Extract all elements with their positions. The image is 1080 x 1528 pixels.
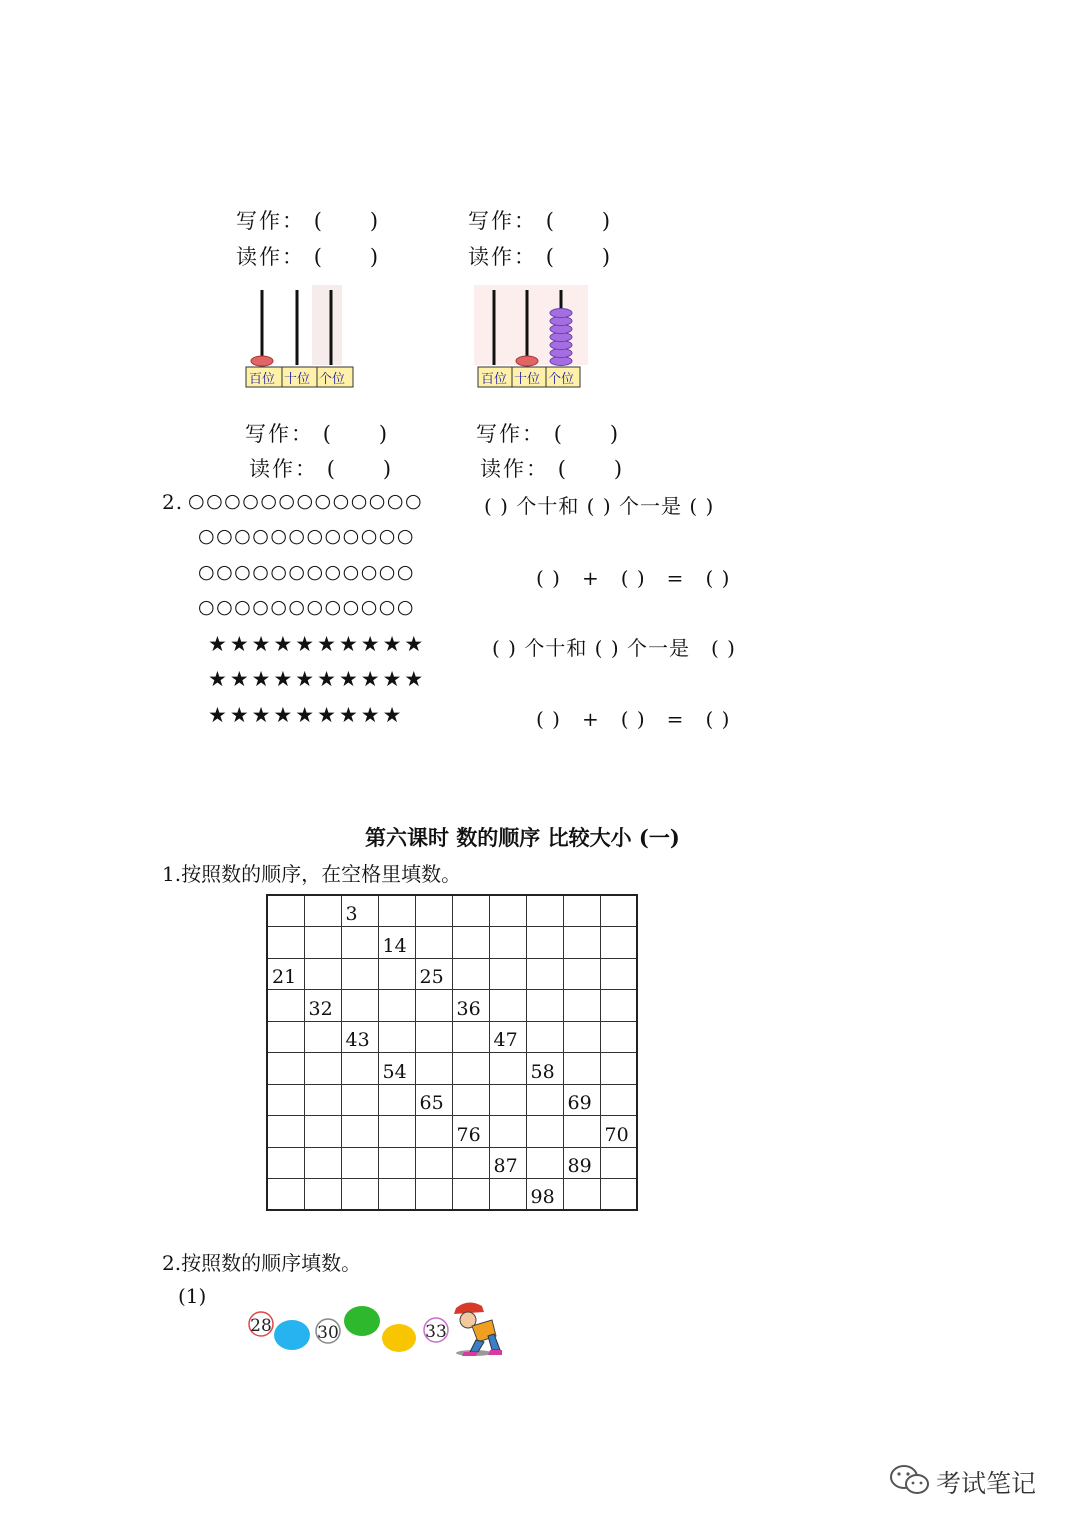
sequence-number: 30 <box>317 1323 339 1343</box>
watermark-text: 考试笔记 <box>936 1470 1037 1498</box>
equation-prompt: ( ) + ( ) = ( ) <box>536 707 731 731</box>
grid-blank-cell[interactable] <box>341 1053 378 1085</box>
grid-blank-cell[interactable] <box>600 958 637 990</box>
star-row: ★★★★★★★★★★ <box>208 667 427 691</box>
cartoon-boy <box>454 1302 502 1356</box>
grid-blank-cell[interactable] <box>341 990 378 1022</box>
grid-row <box>267 990 637 1022</box>
grid-number-cell: 25 <box>415 958 452 990</box>
grid-number-cell: 58 <box>526 1053 563 1085</box>
grid-number-cell: 21 <box>267 958 304 990</box>
blank-oval-blue <box>274 1320 310 1350</box>
grid-blank-cell[interactable] <box>415 990 452 1022</box>
write-label: 写作： ( ) <box>236 209 381 233</box>
grid-blank-cell[interactable] <box>563 927 600 959</box>
grid-blank-cell[interactable] <box>600 990 637 1022</box>
grid-blank-cell[interactable] <box>452 958 489 990</box>
blank-oval-yellow <box>382 1324 416 1352</box>
number-grid <box>266 894 638 1211</box>
grid-blank-cell[interactable] <box>378 895 415 927</box>
ones-label: 个位 <box>548 372 575 387</box>
grid-blank-cell[interactable] <box>526 895 563 927</box>
ones-label: 个位 <box>319 372 346 387</box>
tens-ones-prompt: ( ) 个十和 ( ) 个一是 ( ) <box>484 494 715 518</box>
grid-blank-cell[interactable] <box>526 1116 563 1148</box>
read-label: 读作： ( ) <box>236 245 381 269</box>
grid-blank-cell[interactable] <box>304 1021 341 1053</box>
equation-prompt: ( ) + ( ) = ( ) <box>536 566 731 590</box>
grid-blank-cell[interactable] <box>600 1084 637 1116</box>
grid-number-cell: 47 <box>489 1021 526 1053</box>
grid-blank-cell[interactable] <box>415 1021 452 1053</box>
grid-number-cell: 54 <box>378 1053 415 1085</box>
read-label: 读作： ( ) <box>480 457 625 481</box>
grid-number-cell: 70 <box>600 1116 637 1148</box>
tens-ones-prompt: ( ) 个十和 ( ) 个一是 ( ) <box>492 636 736 660</box>
grid-blank-cell[interactable] <box>489 1053 526 1085</box>
grid-blank-cell[interactable] <box>341 1116 378 1148</box>
grid-number-cell: 98 <box>526 1179 563 1211</box>
grid-blank-cell[interactable] <box>563 1021 600 1053</box>
grid-blank-cell[interactable] <box>378 1116 415 1148</box>
grid-blank-cell[interactable] <box>304 1147 341 1179</box>
grid-row <box>267 1021 637 1053</box>
write-label: 写作： ( ) <box>476 422 621 446</box>
wechat-icon <box>888 1462 934 1498</box>
tens-label: 十位 <box>514 372 541 387</box>
grid-row <box>267 1116 637 1148</box>
abacus-illustration <box>240 285 358 390</box>
grid-blank-cell[interactable] <box>267 1084 304 1116</box>
grid-row <box>267 1084 637 1116</box>
grid-blank-cell[interactable] <box>267 1116 304 1148</box>
grid-blank-cell[interactable] <box>563 1053 600 1085</box>
grid-blank-cell[interactable] <box>267 1147 304 1179</box>
grid-row <box>267 927 637 959</box>
grid-number-cell: 65 <box>415 1084 452 1116</box>
grid-blank-cell[interactable] <box>526 927 563 959</box>
grid-blank-cell[interactable] <box>526 1021 563 1053</box>
grid-blank-cell[interactable] <box>415 895 452 927</box>
question-1: 1.按照数的顺序，在空格里填数。 <box>162 862 462 886</box>
question-part-label: (1) <box>178 1284 207 1308</box>
grid-row <box>267 1053 637 1085</box>
grid-blank-cell[interactable] <box>304 1053 341 1085</box>
grid-row <box>267 958 637 990</box>
star-row: ★★★★★★★★★★ <box>208 632 427 656</box>
grid-blank-cell[interactable] <box>341 1147 378 1179</box>
grid-blank-cell[interactable] <box>452 1179 489 1211</box>
lesson-title: 第六课时 数的顺序 比较大小 (一) <box>365 825 680 850</box>
grid-blank-cell[interactable] <box>341 1084 378 1116</box>
grid-blank-cell[interactable] <box>304 895 341 927</box>
grid-blank-cell[interactable] <box>526 958 563 990</box>
circle-row: ○○○○○○○○○○○○ <box>198 561 415 583</box>
grid-blank-cell[interactable] <box>600 1053 637 1085</box>
grid-blank-cell[interactable] <box>489 1084 526 1116</box>
grid-number-cell: 87 <box>489 1147 526 1179</box>
grid-blank-cell[interactable] <box>489 958 526 990</box>
grid-blank-cell[interactable] <box>452 1053 489 1085</box>
question-2: 2.按照数的顺序填数。 <box>162 1251 362 1275</box>
grid-blank-cell[interactable] <box>267 895 304 927</box>
tens-label: 十位 <box>284 372 311 387</box>
grid-blank-cell[interactable] <box>378 1084 415 1116</box>
grid-blank-cell[interactable] <box>267 1179 304 1211</box>
grid-number-cell: 32 <box>304 990 341 1022</box>
number-sequence <box>240 1300 510 1362</box>
grid-blank-cell[interactable] <box>415 1116 452 1148</box>
grid-blank-cell[interactable] <box>563 958 600 990</box>
grid-row <box>267 895 637 927</box>
grid-number-cell: 76 <box>452 1116 489 1148</box>
grid-blank-cell[interactable] <box>267 1053 304 1085</box>
grid-blank-cell[interactable] <box>452 1021 489 1053</box>
grid-blank-cell[interactable] <box>267 1021 304 1053</box>
hundreds-label: 百位 <box>249 372 276 387</box>
grid-blank-cell[interactable] <box>267 927 304 959</box>
grid-number-cell: 3 <box>341 895 378 927</box>
grid-blank-cell[interactable] <box>304 958 341 990</box>
grid-blank-cell[interactable] <box>600 1179 637 1211</box>
hundreds-label: 百位 <box>481 372 508 387</box>
grid-blank-cell[interactable] <box>526 1084 563 1116</box>
grid-number-cell: 43 <box>341 1021 378 1053</box>
grid-blank-cell[interactable] <box>415 1179 452 1211</box>
grid-blank-cell[interactable] <box>452 1084 489 1116</box>
grid-blank-cell[interactable] <box>563 990 600 1022</box>
question-number: 2. <box>162 490 184 514</box>
grid-blank-cell[interactable] <box>526 990 563 1022</box>
blank-oval-green <box>344 1306 380 1336</box>
grid-number-cell: 36 <box>452 990 489 1022</box>
circle-row: ○○○○○○○○○○○○○ <box>188 490 424 512</box>
grid-blank-cell[interactable] <box>304 1116 341 1148</box>
grid-row <box>267 1147 637 1179</box>
grid-blank-cell[interactable] <box>600 895 637 927</box>
grid-blank-cell[interactable] <box>489 1179 526 1211</box>
grid-blank-cell[interactable] <box>600 1021 637 1053</box>
grid-blank-cell[interactable] <box>378 1179 415 1211</box>
grid-row <box>267 1179 637 1211</box>
grid-blank-cell[interactable] <box>489 1116 526 1148</box>
grid-blank-cell[interactable] <box>378 958 415 990</box>
grid-blank-cell[interactable] <box>304 1179 341 1211</box>
grid-blank-cell[interactable] <box>341 958 378 990</box>
grid-number-cell: 89 <box>563 1147 600 1179</box>
grid-blank-cell[interactable] <box>341 927 378 959</box>
grid-blank-cell[interactable] <box>267 990 304 1022</box>
circle-row: ○○○○○○○○○○○○ <box>198 525 415 547</box>
grid-blank-cell[interactable] <box>600 927 637 959</box>
abacus-illustration <box>472 285 590 390</box>
grid-blank-cell[interactable] <box>415 927 452 959</box>
grid-blank-cell[interactable] <box>415 1147 452 1179</box>
grid-blank-cell[interactable] <box>452 927 489 959</box>
grid-number-cell: 14 <box>378 927 415 959</box>
sequence-number: 28 <box>250 1316 272 1336</box>
grid-number-cell: 69 <box>563 1084 600 1116</box>
write-label: 写作： ( ) <box>245 422 390 446</box>
grid-blank-cell[interactable] <box>563 1116 600 1148</box>
star-row: ★★★★★★★★★ <box>208 703 405 727</box>
grid-blank-cell[interactable] <box>489 990 526 1022</box>
grid-blank-cell[interactable] <box>415 1053 452 1085</box>
read-label: 读作： ( ) <box>468 245 613 269</box>
grid-blank-cell[interactable] <box>378 1021 415 1053</box>
grid-blank-cell[interactable] <box>489 927 526 959</box>
grid-blank-cell[interactable] <box>378 990 415 1022</box>
grid-blank-cell[interactable] <box>452 1147 489 1179</box>
grid-blank-cell[interactable] <box>304 1084 341 1116</box>
sequence-number: 33 <box>425 1322 447 1342</box>
grid-blank-cell[interactable] <box>563 895 600 927</box>
grid-blank-cell[interactable] <box>600 1147 637 1179</box>
read-label: 读作： ( ) <box>249 457 394 481</box>
grid-blank-cell[interactable] <box>304 927 341 959</box>
grid-blank-cell[interactable] <box>341 1179 378 1211</box>
write-label: 写作： ( ) <box>468 209 613 233</box>
circle-row: ○○○○○○○○○○○○ <box>198 596 415 618</box>
grid-blank-cell[interactable] <box>378 1147 415 1179</box>
grid-blank-cell[interactable] <box>489 895 526 927</box>
grid-blank-cell[interactable] <box>452 895 489 927</box>
grid-blank-cell[interactable] <box>563 1179 600 1211</box>
grid-blank-cell[interactable] <box>526 1147 563 1179</box>
